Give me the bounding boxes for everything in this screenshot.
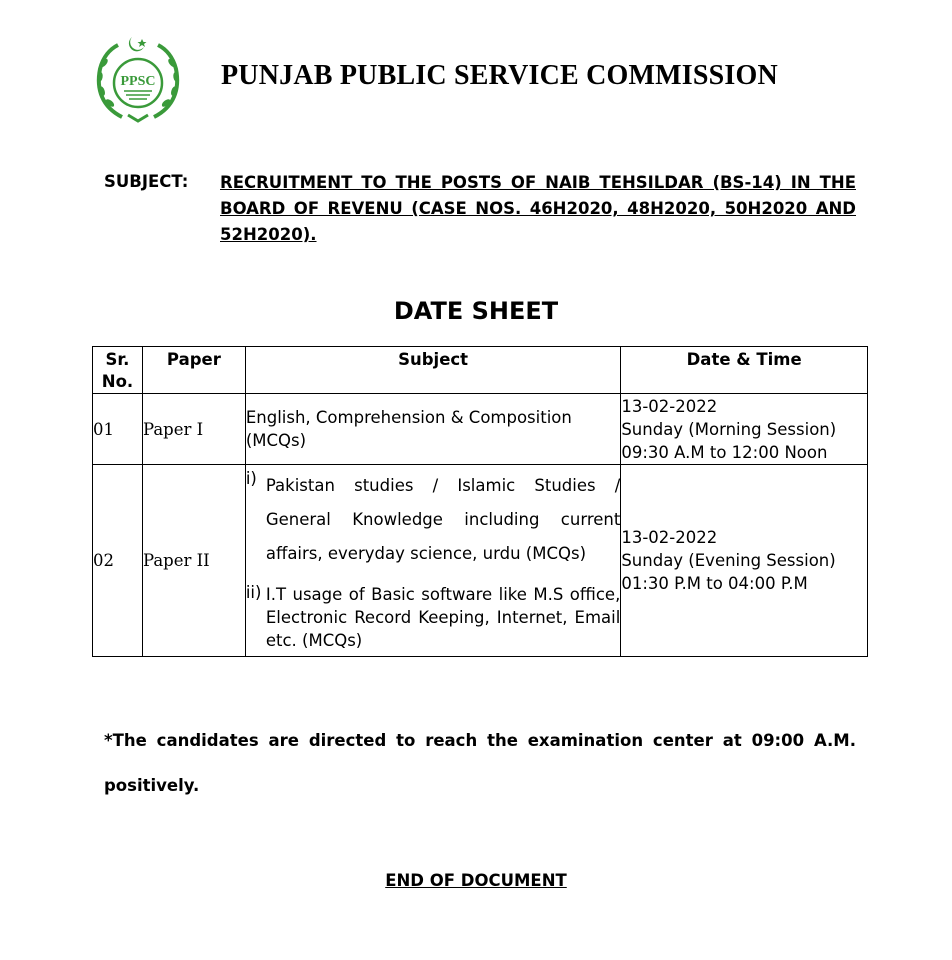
item-text: Pakistan studies / Islamic Studies / General Knowledge including current affairs, everyday science, urdu (MCQs) bbox=[265, 476, 621, 563]
exam-time: 01:30 P.M to 04:00 P.M bbox=[621, 574, 808, 593]
date-time-cell bbox=[621, 394, 868, 465]
table-header-row bbox=[93, 347, 868, 394]
column-header-date-time: Date & Time bbox=[621, 347, 868, 394]
date-sheet-table bbox=[92, 346, 868, 657]
subject-list-item bbox=[246, 469, 620, 571]
sr-no-cell: 02 bbox=[93, 465, 143, 657]
column-header-sr-no: Sr. No. bbox=[93, 347, 143, 394]
paper-cell: Paper II bbox=[142, 465, 245, 657]
exam-session: Sunday (Evening Session) bbox=[621, 551, 836, 570]
column-header-paper: Paper bbox=[142, 347, 245, 394]
organization-title: PUNJAB PUBLIC SERVICE COMMISSION bbox=[221, 60, 778, 91]
exam-date: 13-02-2022 bbox=[621, 396, 718, 416]
logo-lettering: PPSC bbox=[120, 74, 156, 89]
paper-cell: Paper I bbox=[142, 394, 245, 465]
exam-session: Sunday (Morning Session) bbox=[621, 419, 837, 439]
subject-list-item bbox=[246, 583, 620, 652]
exam-time: 09:30 A.M to 12:00 Noon bbox=[621, 442, 828, 462]
end-of-document-text: END OF DOCUMENT bbox=[385, 871, 567, 890]
candidate-notice: *The candidates are directed to reach the examination center at 09:00 A.M. positively. bbox=[104, 731, 856, 795]
date-time-cell bbox=[621, 465, 868, 657]
end-of-document bbox=[0, 871, 952, 890]
table-row bbox=[93, 465, 868, 657]
item-number: ii) bbox=[245, 583, 262, 602]
item-number: i) bbox=[245, 469, 257, 488]
exam-date: 13-02-2022 bbox=[621, 528, 718, 547]
table-row bbox=[93, 394, 868, 465]
ppsc-logo bbox=[92, 33, 184, 125]
subject-label: SUBJECT: bbox=[104, 172, 189, 191]
subject-text: RECRUITMENT TO THE POSTS OF NAIB TEHSILDAR (BS-14) IN THE BOARD OF REVENU (CASE NOS. 46H2020, 48H2020, 50H2020 AND 52H2020). bbox=[220, 173, 856, 244]
item-text: I.T usage of Basic software like M.S office, Electronic Record Keeping, Internet, Email etc. (MCQs) bbox=[265, 585, 621, 650]
subject-cell: English, Comprehension & Composition (MCQs) bbox=[245, 394, 620, 465]
column-header-subject: Subject bbox=[245, 347, 620, 394]
date-sheet-title: DATE SHEET bbox=[393, 297, 559, 325]
sr-no-cell: 01 bbox=[93, 394, 143, 465]
subject-cell bbox=[245, 465, 620, 657]
